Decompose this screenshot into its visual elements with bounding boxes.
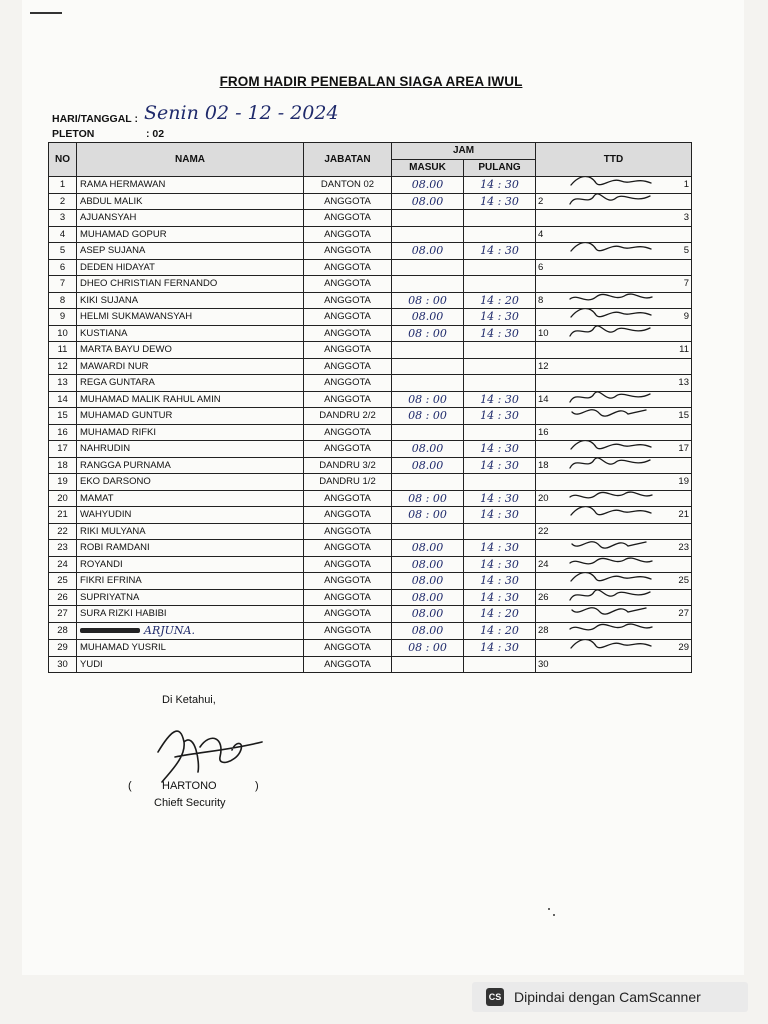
table-row — [49, 441, 692, 458]
signature-image — [566, 589, 656, 606]
scan-speck — [548, 908, 550, 910]
cell-pulang — [464, 474, 536, 491]
signature-image — [566, 457, 656, 474]
cell-no: 14 — [49, 391, 77, 408]
cell-no: 4 — [49, 226, 77, 243]
cell-nama: DEDEN HIDAYAT — [77, 259, 304, 276]
cell-ttd — [536, 226, 692, 243]
cell-masuk — [392, 358, 464, 375]
table-row — [49, 259, 692, 276]
ttd-number: 20 — [538, 492, 549, 504]
scan-speck — [553, 914, 555, 916]
cell-nama: MUHAMAD GOPUR — [77, 226, 304, 243]
cell-pulang: 14 : 30 — [464, 441, 536, 458]
cell-jabatan: ANGGOTA — [304, 640, 392, 657]
signature-image — [566, 441, 656, 458]
cell-nama: SUPRIYATNA — [77, 589, 304, 606]
ttd-number: 29 — [678, 642, 689, 653]
table-row — [49, 490, 692, 507]
ttd-number: 12 — [538, 360, 549, 372]
cell-nama: ABDUL MALIK — [77, 193, 304, 210]
cell-no: 16 — [49, 424, 77, 441]
signature-image — [566, 573, 656, 590]
cell-no: 2 — [49, 193, 77, 210]
cell-nama: MAWARDI NUR — [77, 358, 304, 375]
cell-no: 24 — [49, 556, 77, 573]
ttd-number: 25 — [678, 575, 689, 586]
cell-ttd — [536, 622, 692, 640]
signature-image — [566, 391, 656, 408]
cell-ttd — [536, 474, 692, 491]
cell-no: 11 — [49, 342, 77, 359]
table-row — [49, 424, 692, 441]
cell-no: 12 — [49, 358, 77, 375]
table-row — [49, 622, 692, 640]
signature-image — [566, 490, 656, 507]
signature-image — [566, 243, 656, 260]
ttd-number: 22 — [538, 525, 549, 537]
table-row — [49, 606, 692, 623]
cell-ttd — [536, 243, 692, 260]
cell-nama: HELMI SUKMAWANSYAH — [77, 309, 304, 326]
cell-nama: ROYANDI — [77, 556, 304, 573]
cell-jabatan: ANGGOTA — [304, 292, 392, 309]
cell-pulang: 14 : 30 — [464, 177, 536, 194]
cell-masuk: 08.00 — [392, 622, 464, 640]
chief-name: HARTONO — [162, 780, 217, 792]
cell-jabatan: ANGGOTA — [304, 309, 392, 326]
cell-no: 22 — [49, 523, 77, 540]
cell-masuk: 08 : 00 — [392, 640, 464, 657]
ttd-number: 21 — [678, 509, 689, 520]
signature-image — [566, 540, 656, 557]
cell-pulang: 14 : 30 — [464, 457, 536, 474]
open-paren: ( — [128, 780, 132, 792]
cell-ttd — [536, 391, 692, 408]
form-title: FROM HADIR PENEBALAN SIAGA AREA IWUL — [219, 74, 523, 89]
cell-ttd — [536, 540, 692, 557]
cell-ttd — [536, 589, 692, 606]
cell-pulang: 14 : 20 — [464, 622, 536, 640]
cell-ttd — [536, 490, 692, 507]
cell-nama: WAHYUDIN — [77, 507, 304, 524]
table-row — [49, 325, 692, 342]
cell-no: 29 — [49, 640, 77, 657]
cell-ttd — [536, 606, 692, 623]
camscanner-logo-icon: CS — [486, 988, 504, 1006]
redaction-mark — [80, 628, 140, 633]
cell-nama: MUHAMAD YUSRIL — [77, 640, 304, 657]
header-pulang: PULANG — [464, 160, 536, 177]
cell-pulang — [464, 424, 536, 441]
header-jabatan: JABATAN — [304, 143, 392, 177]
cell-masuk: 08.00 — [392, 243, 464, 260]
cell-jabatan: ANGGOTA — [304, 556, 392, 573]
ttd-number: 30 — [538, 658, 549, 670]
cell-ttd — [536, 457, 692, 474]
table-row — [49, 342, 692, 359]
ttd-number: 6 — [538, 261, 544, 273]
cell-pulang — [464, 342, 536, 359]
signature-image — [566, 309, 656, 326]
hari-tanggal-value: Senin 02 - 12 - 2024 — [144, 102, 339, 124]
table-row — [49, 640, 692, 657]
cell-no: 20 — [49, 490, 77, 507]
ttd-number: 2 — [538, 195, 544, 207]
signature-image — [566, 606, 656, 623]
cell-nama: YUDI — [77, 656, 304, 673]
ttd-number: 15 — [678, 410, 689, 421]
header-ttd: TTD — [536, 143, 692, 177]
attendance-table — [48, 142, 692, 673]
cell-masuk: 08 : 00 — [392, 325, 464, 342]
cell-masuk: 08 : 00 — [392, 292, 464, 309]
cell-masuk — [392, 656, 464, 673]
cell-jabatan: ANGGOTA — [304, 507, 392, 524]
cell-masuk: 08.00 — [392, 193, 464, 210]
cell-masuk — [392, 474, 464, 491]
cell-jabatan: ANGGOTA — [304, 259, 392, 276]
cell-pulang: 14 : 30 — [464, 573, 536, 590]
cell-masuk: 08 : 00 — [392, 507, 464, 524]
table-row — [49, 210, 692, 227]
cell-pulang — [464, 656, 536, 673]
acknowledged-label: Di Ketahui, — [162, 694, 216, 706]
cell-masuk: 08.00 — [392, 556, 464, 573]
cell-masuk: 08.00 — [392, 573, 464, 590]
cell-jabatan: ANGGOTA — [304, 490, 392, 507]
table-row — [49, 656, 692, 673]
cell-nama: RIKI MULYANA — [77, 523, 304, 540]
cell-jabatan: DANDRU 2/2 — [304, 408, 392, 425]
cell-masuk: 08.00 — [392, 457, 464, 474]
header-nama: NAMA — [77, 143, 304, 177]
cell-pulang: 14 : 20 — [464, 606, 536, 623]
cell-nama: MUHAMAD RIFKI — [77, 424, 304, 441]
ttd-number: 19 — [678, 476, 689, 487]
signature-image — [566, 640, 656, 657]
cell-masuk: 08.00 — [392, 589, 464, 606]
table-row — [49, 540, 692, 557]
cell-no: 10 — [49, 325, 77, 342]
table-row — [49, 243, 692, 260]
cell-masuk — [392, 523, 464, 540]
table-row — [49, 226, 692, 243]
hari-tanggal-label: HARI/TANGGAL : — [52, 113, 138, 125]
cell-no: 9 — [49, 309, 77, 326]
cell-ttd — [536, 523, 692, 540]
ttd-number: 1 — [683, 179, 689, 190]
table-row — [49, 177, 692, 194]
cell-pulang: 14 : 30 — [464, 490, 536, 507]
cell-pulang: 14 : 30 — [464, 640, 536, 657]
ttd-number: 26 — [538, 591, 549, 603]
cell-ttd — [536, 656, 692, 673]
close-paren: ) — [255, 780, 259, 792]
cell-nama: RAMA HERMAWAN — [77, 177, 304, 194]
cell-pulang: 14 : 30 — [464, 540, 536, 557]
ttd-number: 10 — [538, 327, 549, 339]
cell-ttd — [536, 342, 692, 359]
cell-ttd — [536, 309, 692, 326]
cell-nama: RANGGA PURNAMA — [77, 457, 304, 474]
cell-nama: FIKRI EFRINA — [77, 573, 304, 590]
ttd-number: 16 — [538, 426, 549, 438]
cell-masuk: 08.00 — [392, 309, 464, 326]
signature-image — [566, 193, 656, 210]
ttd-number: 18 — [538, 459, 549, 471]
ttd-number: 23 — [678, 542, 689, 553]
cell-ttd — [536, 210, 692, 227]
table-row — [49, 408, 692, 425]
cell-pulang — [464, 375, 536, 392]
camscanner-text: Dipindai dengan CamScanner — [514, 989, 701, 1005]
cell-jabatan: DANDRU 1/2 — [304, 474, 392, 491]
cell-no: 15 — [49, 408, 77, 425]
cell-jabatan: ANGGOTA — [304, 589, 392, 606]
cell-pulang — [464, 523, 536, 540]
cell-ttd — [536, 408, 692, 425]
cell-masuk — [392, 259, 464, 276]
cell-pulang: 14 : 30 — [464, 309, 536, 326]
header-masuk: MASUK — [392, 160, 464, 177]
cell-jabatan: ANGGOTA — [304, 656, 392, 673]
cell-no: 18 — [49, 457, 77, 474]
cell-masuk: 08.00 — [392, 177, 464, 194]
cell-pulang: 14 : 30 — [464, 507, 536, 524]
cell-pulang: 14 : 30 — [464, 391, 536, 408]
cell-ttd — [536, 375, 692, 392]
cell-no: 17 — [49, 441, 77, 458]
ttd-number: 17 — [678, 443, 689, 454]
cell-no: 21 — [49, 507, 77, 524]
cell-no: 30 — [49, 656, 77, 673]
cell-pulang: 14 : 30 — [464, 193, 536, 210]
cell-jabatan: ANGGOTA — [304, 523, 392, 540]
cell-nama: SURA RIZKI HABIBI — [77, 606, 304, 623]
cell-masuk — [392, 424, 464, 441]
ttd-number: 27 — [678, 608, 689, 619]
cell-pulang: 14 : 30 — [464, 556, 536, 573]
signature-image — [566, 292, 656, 309]
cell-masuk: 08.00 — [392, 441, 464, 458]
cell-masuk: 08 : 00 — [392, 391, 464, 408]
ttd-number: 8 — [538, 294, 544, 306]
table-row — [49, 358, 692, 375]
ttd-number: 5 — [683, 245, 689, 256]
cell-ttd — [536, 193, 692, 210]
signature-image — [566, 507, 656, 524]
header-no: NO — [49, 143, 77, 177]
cell-no: 26 — [49, 589, 77, 606]
cell-ttd — [536, 640, 692, 657]
cell-nama: ROBI RAMDANI — [77, 540, 304, 557]
cell-masuk: 08 : 00 — [392, 408, 464, 425]
cell-nama: REGA GUNTARA — [77, 375, 304, 392]
table-row — [49, 292, 692, 309]
signature-image — [566, 177, 656, 194]
ttd-number: 13 — [678, 377, 689, 388]
ttd-number: 7 — [683, 278, 689, 289]
camscanner-watermark — [472, 982, 748, 1012]
cell-nama: MUHAMAD GUNTUR — [77, 408, 304, 425]
cell-no: 23 — [49, 540, 77, 557]
table-row — [49, 507, 692, 524]
cell-nama: NAHRUDIN — [77, 441, 304, 458]
cell-nama: EKO DARSONO — [77, 474, 304, 491]
cell-pulang: 14 : 30 — [464, 408, 536, 425]
cell-ttd — [536, 177, 692, 194]
cell-nama: MUHAMAD MALIK RAHUL AMIN — [77, 391, 304, 408]
ttd-number: 11 — [679, 344, 689, 355]
table-row — [49, 573, 692, 590]
cell-pulang: 14 : 30 — [464, 589, 536, 606]
cell-masuk: 08.00 — [392, 540, 464, 557]
ttd-number: 14 — [538, 393, 549, 405]
cell-no: 3 — [49, 210, 77, 227]
cell-ttd — [536, 292, 692, 309]
cell-no: 25 — [49, 573, 77, 590]
cell-jabatan: ANGGOTA — [304, 210, 392, 227]
table-row — [49, 523, 692, 540]
table-row — [49, 556, 692, 573]
cell-pulang — [464, 259, 536, 276]
header-jam: JAM — [392, 143, 536, 160]
signature-image — [566, 408, 656, 425]
cell-no: 13 — [49, 375, 77, 392]
pleton-value: : 02 — [146, 128, 165, 140]
cell-masuk — [392, 375, 464, 392]
cell-pulang — [464, 210, 536, 227]
cell-no: 1 — [49, 177, 77, 194]
cell-ttd — [536, 325, 692, 342]
cell-nama: MAMAT — [77, 490, 304, 507]
table-row — [49, 309, 692, 326]
cell-ttd — [536, 573, 692, 590]
table-row — [49, 474, 692, 491]
cell-ttd — [536, 276, 692, 293]
cell-jabatan: ANGGOTA — [304, 358, 392, 375]
cell-masuk: 08 : 00 — [392, 490, 464, 507]
table-row — [49, 375, 692, 392]
cell-nama: DHEO CHRISTIAN FERNANDO — [77, 276, 304, 293]
cell-jabatan: ANGGOTA — [304, 193, 392, 210]
cell-pulang: 14 : 20 — [464, 292, 536, 309]
cell-pulang: 14 : 30 — [464, 325, 536, 342]
table-row — [49, 193, 692, 210]
table-row — [49, 457, 692, 474]
cell-no: 6 — [49, 259, 77, 276]
cell-pulang — [464, 358, 536, 375]
cell-jabatan: DANDRU 3/2 — [304, 457, 392, 474]
signature-image — [566, 622, 656, 640]
cell-ttd — [536, 507, 692, 524]
cell-ttd — [536, 424, 692, 441]
cell-jabatan: ANGGOTA — [304, 276, 392, 293]
cell-jabatan: ANGGOTA — [304, 573, 392, 590]
cell-jabatan: ANGGOTA — [304, 441, 392, 458]
ttd-number: 9 — [683, 311, 689, 322]
chief-role: Chieft Security — [154, 797, 226, 809]
cell-nama: MARTA BAYU DEWO — [77, 342, 304, 359]
cell-masuk — [392, 276, 464, 293]
cell-masuk: 08.00 — [392, 606, 464, 623]
cell-jabatan: ANGGOTA — [304, 325, 392, 342]
signature-image — [566, 556, 656, 573]
cell-jabatan: ANGGOTA — [304, 243, 392, 260]
cell-jabatan: ANGGOTA — [304, 226, 392, 243]
cell-jabatan: ANGGOTA — [304, 391, 392, 408]
cell-jabatan: DANTON 02 — [304, 177, 392, 194]
cell-no: 19 — [49, 474, 77, 491]
cell-jabatan: ANGGOTA — [304, 424, 392, 441]
table-row — [49, 391, 692, 408]
ttd-number: 3 — [683, 212, 689, 223]
cell-ttd — [536, 259, 692, 276]
cell-nama: ASEP SUJANA — [77, 243, 304, 260]
cell-jabatan: ANGGOTA — [304, 540, 392, 557]
scan-mark — [30, 12, 62, 14]
cell-masuk — [392, 342, 464, 359]
table-row — [49, 589, 692, 606]
cell-no: 8 — [49, 292, 77, 309]
table-row — [49, 276, 692, 293]
cell-no: 7 — [49, 276, 77, 293]
cell-masuk — [392, 210, 464, 227]
pleton-label: PLETON — [52, 128, 95, 140]
cell-no: 27 — [49, 606, 77, 623]
cell-nama: KUSTIANA — [77, 325, 304, 342]
cell-no: 28 — [49, 622, 77, 640]
signature-image — [566, 325, 656, 342]
ttd-number: 28 — [538, 624, 549, 636]
cell-pulang: 14 : 30 — [464, 243, 536, 260]
cell-jabatan: ANGGOTA — [304, 375, 392, 392]
cell-jabatan: ANGGOTA — [304, 342, 392, 359]
cell-pulang — [464, 276, 536, 293]
cell-ttd — [536, 358, 692, 375]
cell-nama: AJUANSYAH — [77, 210, 304, 227]
cell-masuk — [392, 226, 464, 243]
cell-nama: KIKI SUJANA — [77, 292, 304, 309]
ttd-number: 4 — [538, 228, 544, 240]
cell-jabatan: ANGGOTA — [304, 606, 392, 623]
cell-nama: ARJUNA. — [77, 622, 304, 640]
cell-jabatan: ANGGOTA — [304, 622, 392, 640]
cell-no: 5 — [49, 243, 77, 260]
cell-ttd — [536, 556, 692, 573]
ttd-number: 24 — [538, 558, 549, 570]
cell-pulang — [464, 226, 536, 243]
cell-ttd — [536, 441, 692, 458]
